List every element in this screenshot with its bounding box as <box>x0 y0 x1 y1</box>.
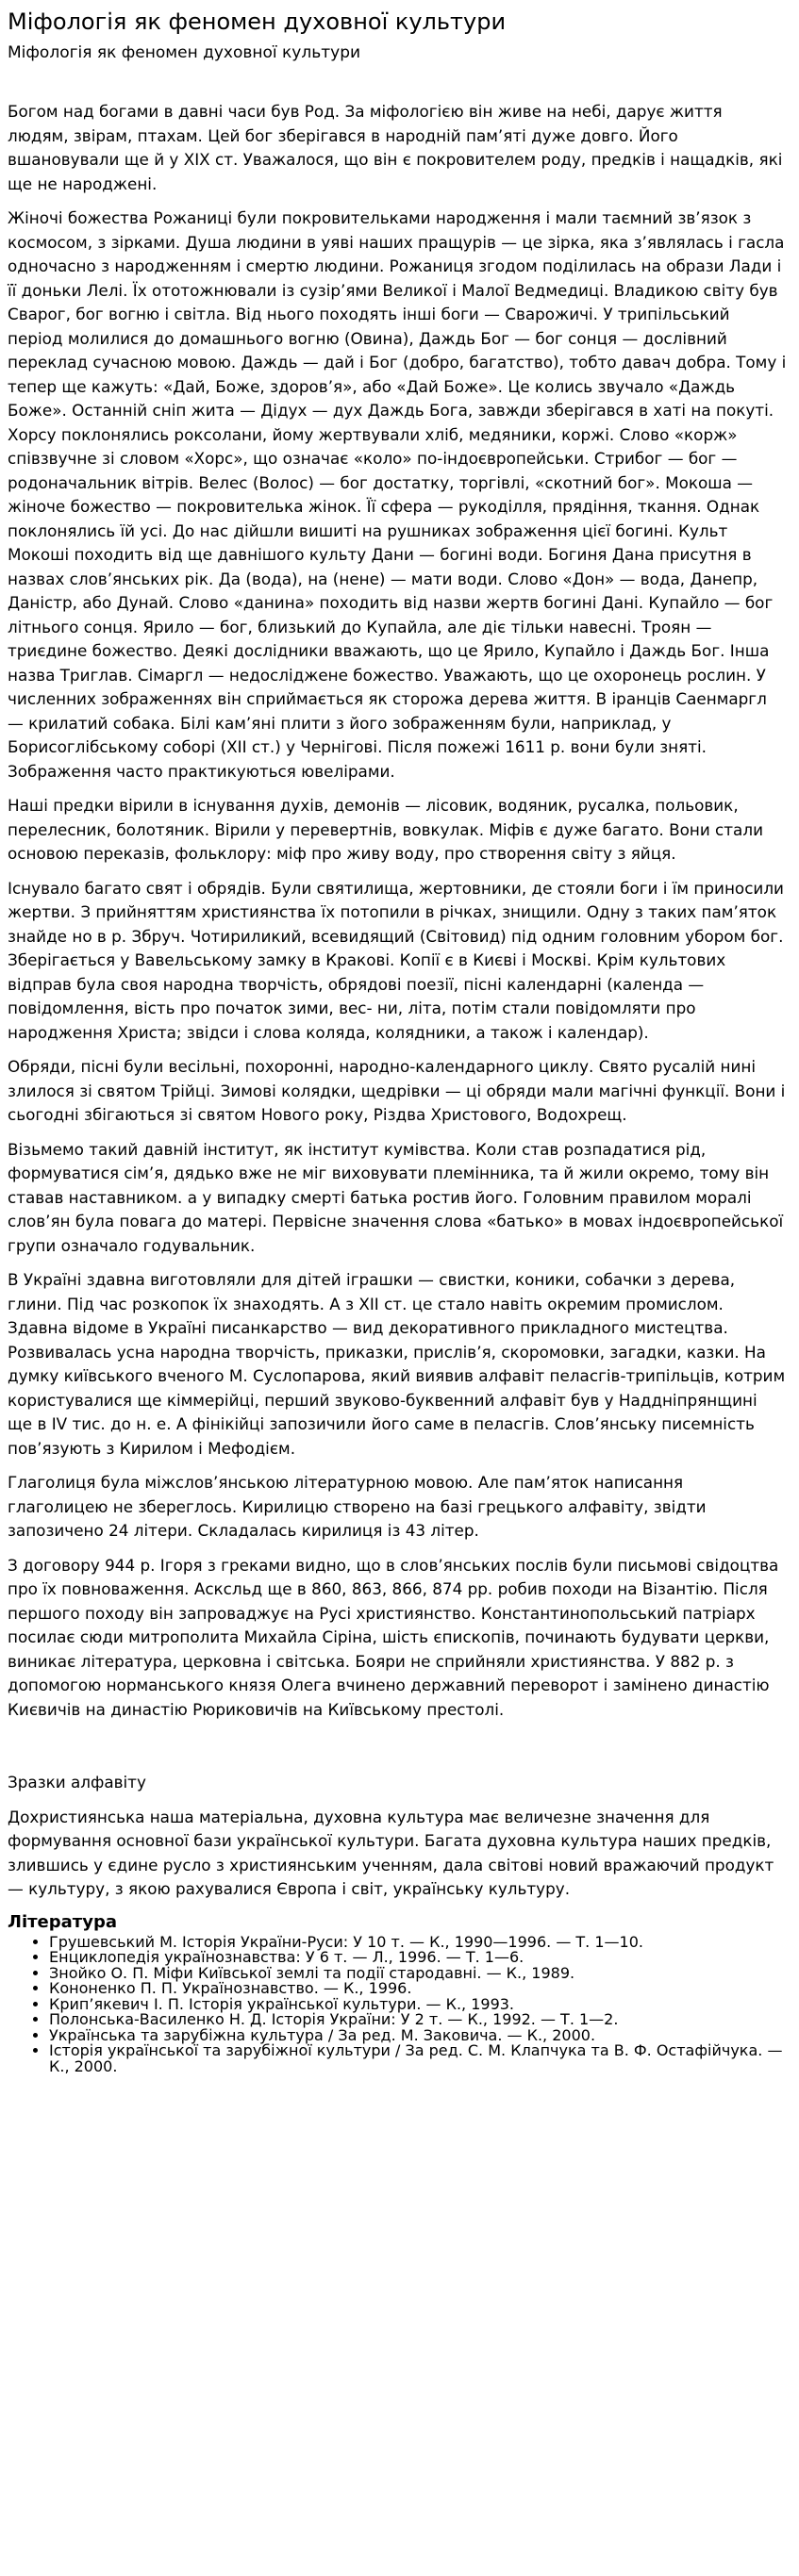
page-title: Міфологія як феномен духовної культури <box>8 8 507 35</box>
paragraph-rod: Богом над богами в давні часи був Род. За міфологією він живе на небі, дарує життя людям, звірам, птахам. Цей бог зберігався в народній пам’яті дуже довго. Його вшановували ще й у XIX ст. Уважалося, що він є покровителем роду, предків і нащадків, які ще не народжені. <box>8 102 783 193</box>
page-subtitle: Міфологія як феномен духовної культури <box>8 43 361 62</box>
paragraph-conclusion: Дохристиянська наша матеріальна, духовна культура має величезне значення для формування основної бази української культури. Багата духовна культура наших предків, злившись у єдине русло з християнським ученням, дала світові новий вражаючий продукт — культуру, з якою рахувалися Європа і світ, українську культуру. <box>8 1807 774 1898</box>
literature-heading: Література <box>8 1911 117 1932</box>
paragraph-crafts: В Україні здавна виготовляли для дітей іграшки — свистки, коники, собачки з дерева, глини. Під час розкопок їх знаходять. А з XII ст. це стало навіть окремим промислом. Здавна відоме в Україні писанкарство — вид декоративного прикладного мистецтва. Розвивалась усна народна творчість, приказки, прислів’я, скоромовки, загадки, казки. На думку київського вченого М. Суслопарова, який виявив алфавіт пеласгів-трипільців, котрим користувалися ще кіммерійці, перший звуково-буквенний алфавіт був у Наддніпрянщині ще в IV тис. до н. е. А фінікійці запозичили його саме в пеласгів. Слов’янську писемність пов’язують з Кирилом і Мефодієм. <box>8 1270 786 1458</box>
literature-item: • Енциклопедія українознавства: У 6 т. — Л., 1996. — Т. 1—6. <box>49 1950 787 1966</box>
paragraph-spirits: Наші предки вірили в існування духів, демонів — лісовик, водяник, русалка, польовик, перелесник, болотяник. Вірили у перевертнів, вовкулак. Міфів є дуже багато. Вони стали основою переказів, фольклору: міф про живу воду, про створення світу з яйця. <box>8 796 763 863</box>
paragraph-holidays: Існувало багато свят і обрядів. Були святилища, жертовники, де стояли боги і їм приносили жертви. З прийняттям християнства їх потопили в річках, знищили. Одну з таких пам’яток знайде но в р. Збруч. Чотириликий, всевидящий (Світовид) під одним головним убором бог. Зберігається у Вавельському замку в Кракові. Копії є в Києві і Москві. Крім культових відправ була своя народна творчість, обрядові поезії, пісні календарні (календа — повідомлення, вість про початок зими, вес- ни, літа, потім стали повідомляти про народження Христа; звідси і слова коляда, колядники, а також і календар). <box>8 878 784 1042</box>
literature-item: • Крип’якевич І. П. Історія української культури. — К., 1993. <box>49 1997 787 2013</box>
literature-list <box>8 1932 787 2075</box>
literature-item: • Полонська-Василенко Н. Д. Історія України: У 2 т. — К., 1992. — Т. 1—2. <box>49 2012 787 2028</box>
paragraph-glagolitic: Глаголиця була міжслов’янською літературною мовою. Але пам’яток написання глаголицею не збереглось. Кирилицю створено на базі грецького алфавіту, звідти запозичено 24 літери. Складалась кирилиця із 43 літер. <box>8 1473 707 1540</box>
paragraph-treaty: З договору 944 р. Ігоря з греками видно, що в слов’янських послів були письмові свідоцтва про їх повноваження. Асксльд ще в 860, 863, 866, 874 рр. робив походи на Візантію. Після першого походу він запроваджує на Русі християнство. Константинопольський патріарх посилає сюди митрополита Михайла Сіріна, шість єпископів, починають будувати церкви, виникає література, церковна і світська. Бояри не сприйняли християнства. У 882 р. з допомогою норманського князя Олега вчинено державний переворот і замінено династію Києвичів на династію Рюриковичів на Київському престолі. <box>8 1555 779 1719</box>
paragraph-rituals: Обряди, пісні були весільні, похоронні, народно-календарного циклу. Свято русалій нині злилося зі святом Трійці. Зимові колядки, щедрівки — ці обряди мали магічні функції. Вони і сьогодні збігаються зі святом Нового року, Різдва Христового, Водохрещ. <box>8 1057 786 1124</box>
literature-item: • Кононенко П. П. Українознавство. — К., 1996. <box>49 1981 787 1997</box>
literature-item: • Історія української та зарубіжної культури / За ред. С. М. Клапчука та В. Ф. Остафійчука. — К., 2000. <box>49 2043 787 2074</box>
literature-item: • Знойко О. П. Міфи Київської землі та події стародавні. — К., 1989. <box>49 1966 787 1982</box>
literature-item: • Українська та зарубіжна культура / За ред. М. Заковича. — К., 2000. <box>49 2028 787 2044</box>
alphabet-samples-label: Зразки алфавіту <box>8 1773 146 1792</box>
document-page <box>0 8 787 2074</box>
paragraph-kinship: Візьмемо такий давній інститут, як інститут кумівства. Коли став розпадатися рід, формуватися сім’я, дядько вже не міг виховувати племінника, та й жили окремо, тому він ставав наставником. а у випадку смерті батька ростив його. Головним правилом моралі слов’ян була повага до матері. Первісне значення слова «батько» в мовах індоєвропейської групи означало годувальник. <box>8 1139 784 1255</box>
paragraph-deities: Жіночі божества Рожаниці були покровительками народження і мали таємний зв’язок з космосом, з зірками. Душа людини в уяві наших пращурів — це зірка, яка з’являлась і гасла одночасно з народженням і смертю людини. Рожаниця згодом поділилась на образи Лади і її доньки Лелі. Їх ототожнювали із сузір’ями Великої і Малої Ведмедиці. Владикою світу був Сварог, бог вогню і світла. Від нього походять інші боги — Сварожичі. У трипільський період молилися до домашнього вогню (Овина), Даждь Бог — бог сонця — дослівний переклад сучасною мовою. Даждь — дай і Бог (добро, багатство), тобто давач добра. Тому і тепер ще кажуть: «Дай, Боже, здоров’я», або «Дай Боже». Це колись звучало «Даждь Боже». Останній сніп жита — Дідух — дух Даждь Бога, завжди зберігався в хаті на покуті. Хорсу поклонялись роксолани, йому жертвували хліб, медяники, коржі. Слово «корж» співзвучне зі словом «Хорс», що означає «коло» по-індоєвропейськи. Стрибог — бог — родоначальник вітрів. Велес (Волос) — бог достатку, торгівлі, «скотний бог». Мокоша — жіноче божество — покровителька жінок. Її сфера — рукоділля, прядіння, ткання. Однак поклонялись їй усі. До нас дійшли вишиті на рушниках зображення цієї богині. Культ Мокоші походить від ще давнішого культу Дани — богині води. Богиня Дана присутня в назвах слов’янських рік. Да (вода), на (нене) — мати води. Слово «Дон» — вода, Данепр, Даністр, або Дунай. Слово «данина» походить від назви жертв богині Дані. Купайло — бог літнього сонця. Ярило — бог, близький до Купайла, але діє тільки навесні. Троян — триєдине божество. Деякі дослідники вважають, що це Ярило, Купайло і Даждь Бог. Інша назва Триглав. Сімаргл — недосліджене божество. Уважають, що це охоронець рослин. У численних зображеннях він сприймається як сторожа дерева життя. В іранців Саенмаргл — крилатий собака. Білі кам’яні плити з його зображенням були, наприклад, у Борисоглібському соборі (XII ст.) у Чернігові. Після пожежі 1611 р. вони були зняті. Зображення часто практикуються ювелірами. <box>8 208 787 781</box>
literature-item: • Грушевський М. Історія України-Руси: У 10 т. — К., 1990—1996. — Т. 1—10. <box>49 1935 787 1951</box>
